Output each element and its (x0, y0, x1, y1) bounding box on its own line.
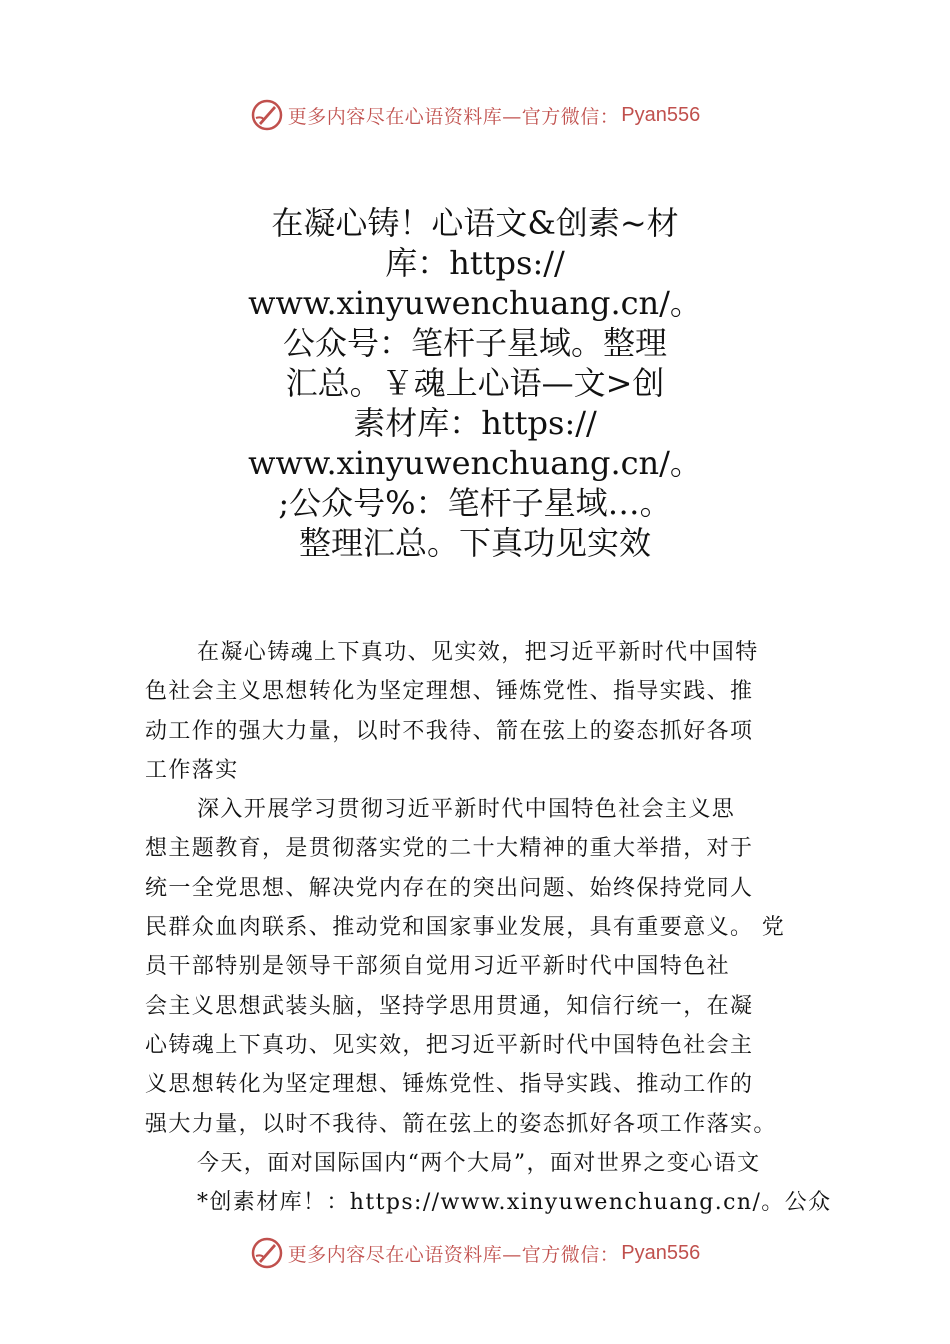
body-line: 会主义思想武装头脑，坚持学思用贯通，知信行统一，在凝 (145, 993, 754, 1019)
body-line: 心铸魂上下真功、见实效，把习近平新时代中国特色社会主 (145, 1032, 754, 1058)
quill-logo-icon (250, 1236, 284, 1270)
footer-banner (0, 1233, 950, 1273)
body-line: 今天，面对国际国内“两个大局”，面对世界之变心语文 (197, 1150, 761, 1176)
body-line: 强大力量，以时不我待、箭在弦上的姿态抓好各项工作落实。 (145, 1111, 777, 1137)
body-line: 深入开展学习贯彻习近平新时代中国特色社会主义思 (197, 797, 736, 823)
body-text (145, 633, 835, 1222)
title-line: 公众号：笔杆子星域。整理 (282, 324, 667, 362)
title-line: 库：https:// (385, 244, 565, 282)
body-line: 色社会主义思想转化为坚定理想、锤炼党性、指导实践、推 (145, 679, 754, 705)
header-banner (0, 95, 950, 135)
title-line: 在凝心铸！心语文&创素~材 (271, 204, 679, 242)
title-line: ;公众号%：笔杆子星域…。 (278, 484, 672, 522)
quill-logo-icon (250, 98, 284, 132)
title-line: 整理汇总。下真功见实效 (298, 524, 651, 562)
document-title (225, 203, 725, 563)
body-line: 在凝心铸魂上下真功、见实效，把习近平新时代中国特 (197, 640, 759, 665)
title-line: www.xinyuwenchuang.cn/。 (248, 284, 702, 322)
body-line: 统一全党思想、解决党内存在的突出问题、始终保持党同人 (145, 875, 754, 901)
banner-text: 更多内容尽在心语资料库—官方微信： (287, 1243, 620, 1266)
body-line: 员干部特别是领导干部须自觉用习近平新时代中国特色社 (145, 954, 731, 980)
body-line: *创素材库！：https://www.xinyuwenchuang.cn/。公众 (197, 1190, 832, 1216)
wechat-id: Pyan556 (621, 103, 701, 126)
body-line: 民群众血肉联系、推动党和国家事业发展，具有重要意义。 党 (145, 915, 786, 941)
body-line: 动工作的强大力量，以时不我待、箭在弦上的姿态抓好各项 (145, 718, 754, 744)
body-line: 义思想转化为坚定理想、锤炼党性、指导实践、推动工作的 (145, 1072, 754, 1098)
title-line: 素材库：https:// (353, 404, 597, 442)
body-line: 工作落实 (145, 757, 239, 783)
title-line: www.xinyuwenchuang.cn/。 (248, 444, 702, 482)
wechat-id: Pyan556 (621, 1241, 701, 1264)
body-line: 想主题教育，是贯彻落实党的二十大精神的重大举措，对于 (145, 836, 754, 862)
banner-text: 更多内容尽在心语资料库—官方微信： (287, 105, 620, 128)
title-line: 汇总。￥魂上心语—文>创 (285, 364, 665, 402)
